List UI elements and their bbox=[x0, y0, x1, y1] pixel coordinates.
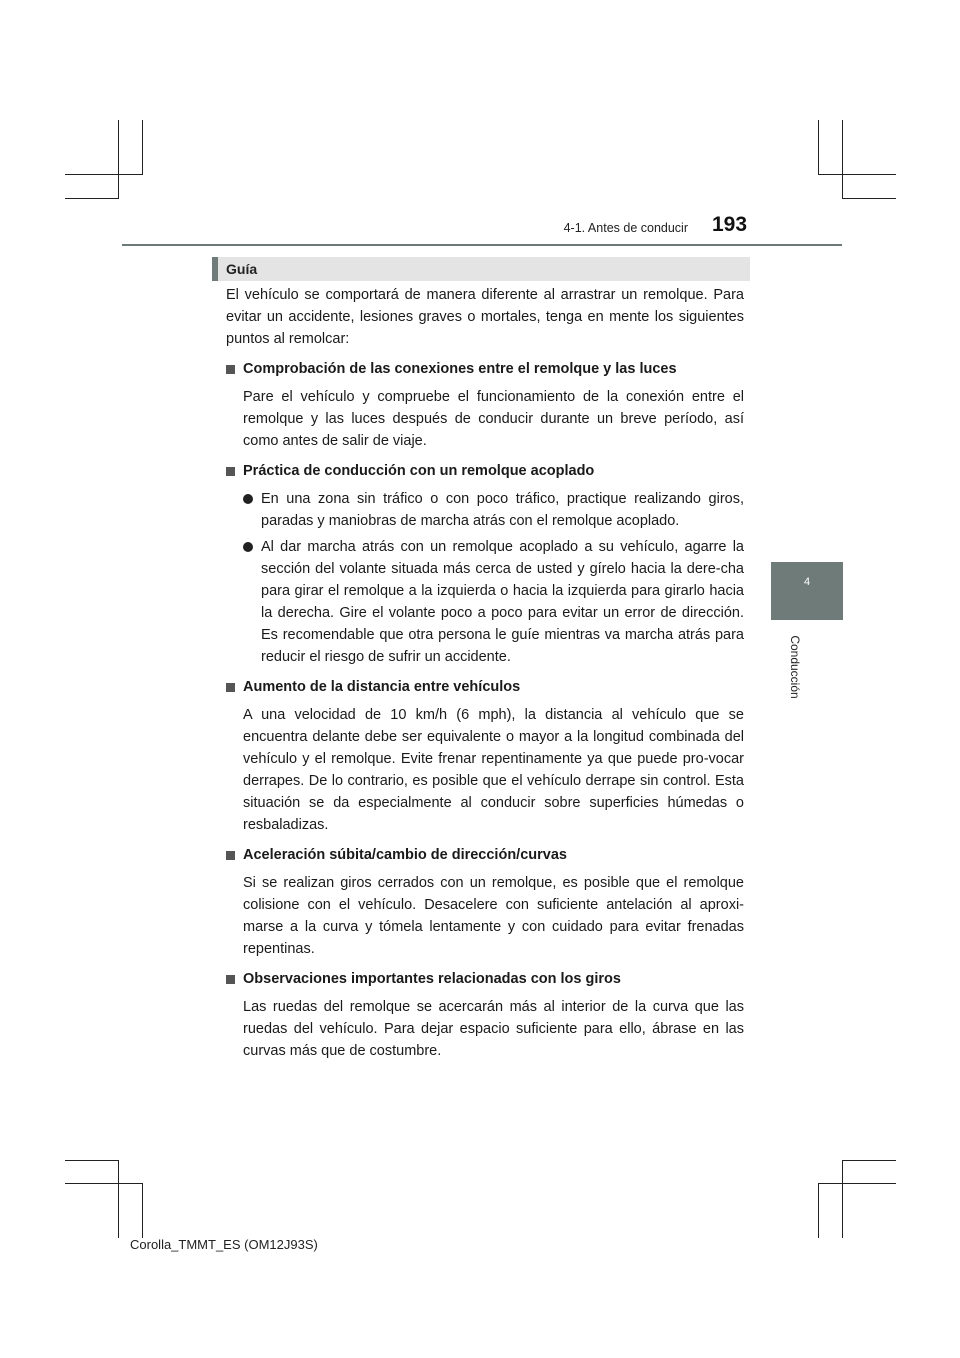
square-bullet-icon bbox=[226, 975, 235, 984]
main-content bbox=[226, 284, 744, 1070]
section-heading bbox=[226, 844, 744, 866]
square-bullet-icon bbox=[226, 365, 235, 374]
section-body: Las ruedas del remolque se acercarán más al interior de la curva que las ruedas del vehículo. Para dejar espacio suficiente para ello, ábrase en las curvas más que de costumbre. bbox=[243, 999, 744, 1059]
crop-mark bbox=[65, 198, 119, 199]
section-body: A una velocidad de 10 km/h (6 mph), la distancia al vehículo que se encuentra delante debe ser equivalente o mayor a la longitud combinada del vehículo y el remolque. Evite frenar repentinamente ya que puede pro-vocar derrapes. De lo contrario, es posible que el vehículo derrape sin control. Esta situación se da especialmente al conducir sobre superficies húmedas o resbaladizas. bbox=[243, 707, 744, 833]
section-heading-text: Aumento de la distancia entre vehículos bbox=[243, 679, 521, 695]
round-bullet-icon bbox=[243, 542, 253, 552]
chapter-tab-number: 4 bbox=[803, 576, 811, 588]
crop-mark bbox=[842, 1160, 896, 1161]
crop-mark bbox=[65, 1183, 142, 1184]
section-heading-text: Práctica de conducción con un remolque acoplado bbox=[243, 463, 595, 479]
document-footer: Corolla_TMMT_ES (OM12J93S) bbox=[130, 1237, 318, 1252]
chapter-tab bbox=[771, 562, 843, 620]
crop-mark bbox=[65, 174, 142, 175]
list-item-text: Al dar marcha atrás con un remolque acoplado a su vehículo, agarre la sección del volante situada más cerca de usted y gírelo hacia la dere-cha para girar el remolque a la izquierda o hacia la izquierda para girarlo hacia la derecha. Gire el volante poco a poco para evitar un error de dirección. Es recomendable que otra persona le guíe mientras va marcha atrás para reducir el riesgo de sufrir un accidente. bbox=[261, 539, 744, 665]
chapter-side-label: Conducción bbox=[788, 635, 802, 699]
crop-mark bbox=[118, 120, 119, 198]
page-number: 193 bbox=[712, 213, 748, 236]
round-bullet-icon bbox=[243, 494, 253, 504]
crop-mark bbox=[142, 1183, 143, 1238]
intro-paragraph: El vehículo se comportará de manera diferente al arrastrar un remolque. Para evitar un accidente, lesiones graves o mortales, tenga en mente los siguientes puntos al remolcar: bbox=[226, 287, 744, 347]
crop-mark bbox=[818, 1183, 819, 1238]
section-body: Pare el vehículo y compruebe el funcionamiento de la conexión entre el remolque y las luces después de conducir durante un breve período, así como antes de salir de viaje. bbox=[243, 389, 744, 449]
crop-mark bbox=[842, 198, 896, 199]
crop-mark bbox=[842, 120, 843, 198]
section-heading bbox=[226, 676, 744, 698]
square-bullet-icon bbox=[226, 851, 235, 860]
square-bullet-icon bbox=[226, 467, 235, 476]
guia-label: Guía bbox=[226, 261, 258, 277]
section-heading-text: Observaciones importantes relacionadas con los giros bbox=[243, 971, 621, 987]
crop-mark bbox=[65, 1160, 119, 1161]
section-body: Si se realizan giros cerrados con un remolque, es posible que el remolque colisione con el vehículo. Desacelere con suficiente antelación al aproxi-marse a la curva y tómela lentamente y con cuidado para evitar frenadas repentinas. bbox=[243, 875, 744, 957]
list-item bbox=[226, 536, 744, 668]
crop-mark bbox=[142, 120, 143, 175]
section-heading bbox=[226, 358, 744, 380]
section-heading-text: Aceleración súbita/cambio de dirección/curvas bbox=[243, 847, 567, 863]
header-section-title: 4-1. Antes de conducir bbox=[563, 221, 688, 235]
crop-mark bbox=[842, 1160, 843, 1238]
header-divider bbox=[122, 244, 842, 246]
section-heading-text: Comprobación de las conexiones entre el remolque y las luces bbox=[243, 361, 677, 377]
section-heading bbox=[226, 968, 744, 990]
list-item-text: En una zona sin tráfico o con poco tráfico, practique realizando giros, paradas y maniobras de marcha atrás con el remolque acoplado. bbox=[261, 491, 744, 529]
list-item bbox=[226, 488, 744, 532]
crop-mark bbox=[118, 1160, 119, 1238]
crop-mark bbox=[818, 1183, 896, 1184]
crop-mark bbox=[818, 174, 896, 175]
square-bullet-icon bbox=[226, 683, 235, 692]
chapter-side-label-wrap bbox=[760, 630, 830, 720]
guia-box bbox=[212, 257, 750, 281]
section-heading bbox=[226, 460, 744, 482]
crop-mark bbox=[818, 120, 819, 175]
guia-accent-bar bbox=[212, 257, 218, 281]
